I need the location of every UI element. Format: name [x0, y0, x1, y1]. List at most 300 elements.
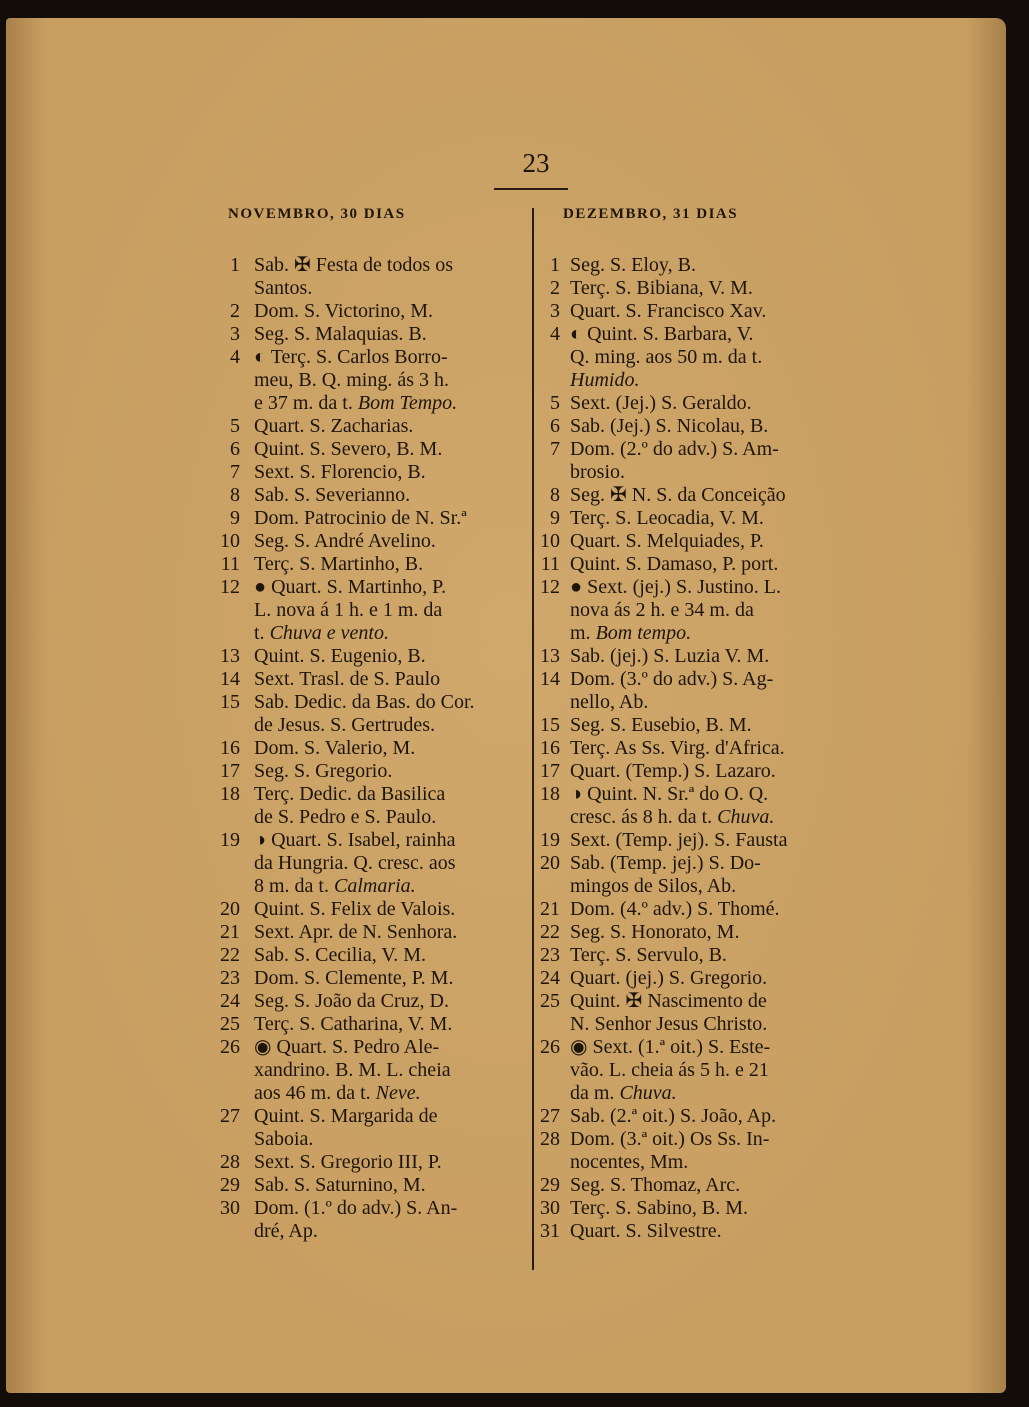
calendar-line [218, 737, 530, 760]
calendar-line [538, 1105, 848, 1128]
weather-forecast: Calmaria. [334, 875, 416, 897]
calendar-line [218, 921, 530, 944]
calendar-line [538, 1151, 848, 1174]
calendar-line [218, 898, 530, 921]
day-entry [570, 392, 752, 415]
day-entry [254, 553, 423, 576]
day-number: 20 [540, 852, 560, 874]
day-entry [570, 622, 691, 645]
entry-text: Sab. S. Cecilia, V. M. [254, 944, 427, 966]
entry-text: ◑ Quart. S. Isabel, rainha [254, 829, 456, 851]
day-entry [254, 783, 445, 806]
calendar-line [218, 1105, 530, 1128]
day-number: 21 [540, 898, 560, 920]
entry-text: cresc. ás 8 h. da t. [570, 806, 713, 828]
calendar-line [538, 438, 848, 461]
weather-forecast: Chuva. [717, 806, 775, 828]
day-entry [254, 1220, 318, 1243]
entry-text: Dom. (4.º adv.) S. Thomé. [570, 898, 780, 920]
day-entry [570, 1151, 688, 1174]
day-entry [254, 484, 410, 507]
entry-text: Dom. (2.º do adv.) S. Am- [570, 438, 779, 460]
calendar-line [218, 967, 530, 990]
day-number: 19 [540, 829, 560, 851]
day-number: 16 [220, 737, 240, 759]
calendar-line [538, 300, 848, 323]
calendar-line [218, 346, 530, 369]
calendar-line [538, 829, 848, 852]
weather-forecast: Humido. [570, 369, 640, 391]
day-number: 7 [550, 438, 560, 460]
day-entry [570, 967, 767, 990]
day-number: 13 [220, 645, 240, 667]
day-number: 31 [540, 1220, 560, 1242]
day-entry [570, 553, 778, 576]
entry-text: Sext. S. Gregorio III, P. [254, 1151, 442, 1173]
entry-text: Sab. S. Severianno. [254, 484, 411, 506]
calendar-line [538, 323, 848, 346]
day-number: 29 [540, 1174, 560, 1196]
day-entry [254, 369, 449, 392]
calendar-line [538, 1174, 848, 1197]
day-entry [570, 1036, 770, 1059]
entry-text: Sext. Apr. de N. Senhora. [254, 921, 458, 943]
calendar-line [538, 944, 848, 967]
calendar-line [538, 622, 848, 645]
day-entry [570, 898, 780, 921]
day-entry [570, 737, 785, 760]
day-entry [254, 300, 433, 323]
day-entry [254, 990, 449, 1013]
entry-text: Dom. S. Valerio, M. [254, 737, 416, 759]
calendar-line [218, 1128, 530, 1151]
calendar-line [218, 1036, 530, 1059]
day-entry [570, 691, 648, 714]
day-number: 17 [540, 760, 560, 782]
day-number: 3 [550, 300, 560, 322]
entry-text: Sab. (Temp. jej.) S. Do- [570, 852, 761, 874]
day-entry [570, 484, 786, 507]
entry-text: dré, Ap. [254, 1220, 318, 1242]
entry-text: Seg. S. Thomaz, Arc. [570, 1174, 741, 1196]
day-entry [254, 461, 426, 484]
day-entry [570, 829, 787, 852]
calendar-line [538, 1013, 848, 1036]
day-number: 11 [540, 553, 560, 575]
calendar-line [218, 783, 530, 806]
day-entry [254, 1036, 439, 1059]
entry-text: Q. ming. aos 50 m. da t. [570, 346, 763, 368]
entry-text: Seg. S. Eloy, B. [570, 254, 696, 276]
entry-text: meu, B. Q. ming. ás 3 h. [254, 369, 449, 391]
day-entry [254, 829, 455, 852]
day-entry [570, 1013, 767, 1036]
entry-text: nocentes, Mm. [570, 1151, 689, 1173]
day-entry [254, 277, 312, 300]
day-number: 23 [220, 967, 240, 989]
entry-text: aos 46 m. da t. [254, 1082, 371, 1104]
entry-text: ◉ Sext. (1.ª oit.) S. Este- [570, 1036, 771, 1058]
day-entry [254, 921, 457, 944]
day-entry [570, 1059, 769, 1082]
entry-text: Terç. S. Servulo, B. [570, 944, 727, 966]
day-entry [254, 1082, 421, 1105]
day-number: 12 [540, 576, 560, 598]
calendar-line [538, 415, 848, 438]
entry-text: da Hungria. Q. cresc. aos [254, 852, 456, 874]
entry-text: Santos. [254, 277, 313, 299]
entry-text: Sab. (Jej.) S. Nicolau, B. [570, 415, 769, 437]
day-number: 26 [540, 1036, 560, 1058]
day-number: 4 [550, 323, 560, 345]
day-entry [254, 392, 457, 415]
day-number: 25 [540, 990, 560, 1012]
entry-text: Quart. (Temp.) S. Lazaro. [570, 760, 776, 782]
day-entry [570, 852, 761, 875]
day-entry [254, 645, 426, 668]
calendar-line [218, 1151, 530, 1174]
day-entry [254, 668, 440, 691]
day-entry [570, 530, 764, 553]
entry-text: brosio. [570, 461, 625, 483]
calendar-line [538, 507, 848, 530]
entry-text: Quint. S. Eugenio, B. [254, 645, 426, 667]
calendar-line [538, 898, 848, 921]
entry-text: t. [254, 622, 265, 644]
calendar-line [218, 461, 530, 484]
entry-text: Seg. S. André Avelino. [254, 530, 436, 552]
entry-text: Quint. S. Damaso, P. port. [570, 553, 779, 575]
day-entry [254, 1128, 313, 1151]
calendar-line [538, 645, 848, 668]
calendar-line [218, 1082, 530, 1105]
day-entry [570, 254, 696, 277]
entry-text: Seg. S. Eusebio, B. M. [570, 714, 752, 736]
calendar-line [538, 1197, 848, 1220]
calendar-line [218, 852, 530, 875]
entry-text: Terç. As Ss. Virg. d'Africa. [570, 737, 785, 759]
day-number: 11 [220, 553, 240, 575]
entry-text: Sab. Dedic. da Bas. do Cor. [254, 691, 475, 713]
day-entry [570, 415, 768, 438]
day-entry [570, 346, 762, 369]
day-entry [570, 1174, 740, 1197]
day-entry [254, 599, 442, 622]
entry-text: nello, Ab. [570, 691, 649, 713]
day-number: 27 [540, 1105, 560, 1127]
entry-text: Dom. Patrocinio de N. Sr.ª [254, 507, 467, 529]
day-entry [254, 944, 426, 967]
calendar-line [218, 323, 530, 346]
entry-text: Terç. S. Leocadia, V. M. [570, 507, 764, 529]
calendar-line [538, 392, 848, 415]
calendar-line [538, 277, 848, 300]
calendar-line [538, 921, 848, 944]
entry-text: Quart. (jej.) S. Gregorio. [570, 967, 768, 989]
day-number: 8 [550, 484, 560, 506]
entry-text: Dom. (3.º do adv.) S. Ag- [570, 668, 774, 690]
day-number: 12 [220, 576, 240, 598]
december-column [538, 254, 848, 1243]
calendar-line [538, 369, 848, 392]
entry-text: Quart. S. Silvestre. [570, 1220, 722, 1242]
entry-text: xandrino. B. M. L. cheia [254, 1059, 451, 1081]
day-number: 14 [220, 668, 240, 690]
calendar-line [218, 392, 530, 415]
calendar-line [538, 461, 848, 484]
entry-text: Sab. (2.ª oit.) S. João, Ap. [570, 1105, 777, 1127]
day-number: 5 [230, 415, 240, 437]
day-entry [254, 1151, 442, 1174]
day-entry [254, 323, 427, 346]
day-number: 16 [540, 737, 560, 759]
entry-text: Sext. S. Florencio, B. [254, 461, 426, 483]
day-number: 28 [220, 1151, 240, 1173]
page-number: 23 [522, 148, 550, 178]
entry-text: Quint. S. Margarida de [254, 1105, 438, 1127]
entry-text: nova ás 2 h. e 34 m. da [570, 599, 754, 621]
day-entry [254, 852, 456, 875]
day-number: 9 [550, 507, 560, 529]
almanac-page [6, 18, 1006, 1393]
calendar-line [218, 415, 530, 438]
entry-text: 8 m. da t. [254, 875, 329, 897]
december-heading: DEZEMBRO, 31 DIAS [563, 206, 739, 222]
entry-text: mingos de Silos, Ab. [570, 875, 737, 897]
calendar-line [218, 829, 530, 852]
calendar-line [538, 990, 848, 1013]
calendar-line [218, 484, 530, 507]
day-entry [254, 1105, 438, 1128]
entry-text: L. nova á 1 h. e 1 m. da [254, 599, 443, 621]
day-entry [570, 599, 754, 622]
day-entry [570, 760, 776, 783]
day-entry [254, 1174, 426, 1197]
day-number: 22 [540, 921, 560, 943]
day-entry [254, 622, 389, 645]
entry-text: Sext. Trasl. de S. Paulo [254, 668, 441, 690]
entry-text: Terç. S. Bibiana, V. M. [570, 277, 753, 299]
day-entry [570, 990, 767, 1013]
day-number: 15 [220, 691, 240, 713]
day-entry [254, 806, 436, 829]
day-number: 9 [230, 507, 240, 529]
day-entry [570, 369, 639, 392]
calendar-line [538, 484, 848, 507]
entry-text: Seg. ✠ N. S. da Conceição [570, 484, 786, 506]
november-heading: NOVEMBRO, 30 DIAS [228, 206, 406, 222]
day-number: 6 [230, 438, 240, 460]
calendar-line [218, 760, 530, 783]
day-number: 19 [220, 829, 240, 851]
day-number: 28 [540, 1128, 560, 1150]
weather-forecast: Bom Tempo. [357, 392, 458, 414]
entry-text: Sab. ✠ Festa de todos os [254, 254, 453, 276]
day-entry [570, 1105, 776, 1128]
day-entry [570, 714, 752, 737]
calendar-line [538, 254, 848, 277]
entry-text: Seg. S. Honorato, M. [570, 921, 740, 943]
day-entry [570, 668, 773, 691]
entry-text: de S. Pedro e S. Paulo. [254, 806, 437, 828]
day-number: 13 [540, 645, 560, 667]
calendar-line [538, 576, 848, 599]
day-entry [254, 1197, 457, 1220]
day-entry [254, 691, 475, 714]
day-entry [254, 438, 442, 461]
calendar-line [218, 1059, 530, 1082]
day-entry [570, 323, 754, 346]
entry-text: Terç. Dedic. da Basilica [254, 783, 446, 805]
day-number: 5 [550, 392, 560, 414]
entry-text: Sab. S. Saturnino, M. [254, 1174, 426, 1196]
day-number: 1 [550, 254, 560, 276]
day-number: 10 [220, 530, 240, 552]
entry-text: Terç. S. Martinho, B. [254, 553, 424, 575]
entry-text: Sext. (Jej.) S. Geraldo. [570, 392, 752, 414]
calendar-line [538, 852, 848, 875]
day-number: 6 [550, 415, 560, 437]
day-number: 17 [220, 760, 240, 782]
day-entry [254, 346, 448, 369]
day-entry [254, 415, 413, 438]
calendar-line [538, 1082, 848, 1105]
day-entry [570, 1220, 722, 1243]
calendar-line [538, 1220, 848, 1243]
weather-forecast: Neve. [375, 1082, 421, 1104]
page-number-rule [494, 188, 568, 190]
calendar-line [538, 1128, 848, 1151]
calendar-line [538, 714, 848, 737]
day-entry [254, 898, 455, 921]
calendar-line [218, 1174, 530, 1197]
day-entry [570, 277, 753, 300]
entry-text: Seg. S. Gregorio. [254, 760, 393, 782]
calendar-line [538, 967, 848, 990]
calendar-line [218, 668, 530, 691]
day-number: 4 [230, 346, 240, 368]
entry-text: ◐ Terç. S. Carlos Borro- [254, 346, 448, 368]
day-entry [254, 576, 446, 599]
entry-text: Terç. S. Catharina, V. M. [254, 1013, 453, 1035]
entry-text: Saboia. [254, 1128, 314, 1150]
day-entry [254, 507, 467, 530]
day-number: 26 [220, 1036, 240, 1058]
calendar-line [218, 1197, 530, 1220]
day-entry [570, 806, 774, 829]
day-number: 20 [220, 898, 240, 920]
calendar-line [538, 875, 848, 898]
calendar-line [218, 990, 530, 1013]
day-number: 14 [540, 668, 560, 690]
day-number: 24 [540, 967, 560, 989]
day-number: 24 [220, 990, 240, 1012]
day-entry [570, 300, 766, 323]
day-entry [570, 1197, 748, 1220]
day-entry [570, 461, 625, 484]
calendar-line [218, 944, 530, 967]
entry-text: m. [570, 622, 591, 644]
calendar-line [218, 714, 530, 737]
day-entry [570, 921, 739, 944]
calendar-line [538, 553, 848, 576]
entry-text: ● Quart. S. Martinho, P. [254, 576, 447, 598]
day-entry [254, 875, 416, 898]
calendar-line [538, 691, 848, 714]
entry-text: N. Senhor Jesus Christo. [570, 1013, 768, 1035]
november-column [218, 254, 530, 1243]
entry-text: e 37 m. da t. [254, 392, 353, 414]
entry-text: Dom. (1.º do adv.) S. An- [254, 1197, 458, 1219]
calendar-line [538, 668, 848, 691]
day-number: 22 [220, 944, 240, 966]
day-number: 2 [550, 277, 560, 299]
day-entry [570, 438, 779, 461]
day-entry [570, 1128, 769, 1151]
entry-text: Quart. S. Zacharias. [254, 415, 414, 437]
calendar-line [218, 553, 530, 576]
entry-text: Seg. S. Malaquias. B. [254, 323, 427, 345]
day-entry [570, 875, 736, 898]
day-number: 29 [220, 1174, 240, 1196]
day-number: 1 [230, 254, 240, 276]
calendar-line [538, 1059, 848, 1082]
day-number: 8 [230, 484, 240, 506]
weather-forecast: Chuva e vento. [269, 622, 389, 644]
weather-forecast: Bom tempo. [595, 622, 692, 644]
calendar-line [218, 277, 530, 300]
calendar-line [218, 691, 530, 714]
day-entry [254, 530, 436, 553]
day-number: 25 [220, 1013, 240, 1035]
column-divider [532, 208, 534, 1270]
calendar-line [218, 254, 530, 277]
entry-text: vão. L. cheia ás 5 h. e 21 [570, 1059, 769, 1081]
day-number: 15 [540, 714, 560, 736]
weather-forecast: Chuva. [619, 1082, 677, 1104]
day-entry [254, 714, 435, 737]
entry-text: Quart. S. Melquiades, P. [570, 530, 764, 552]
calendar-line [538, 760, 848, 783]
entry-text: Dom. S. Clemente, P. M. [254, 967, 454, 989]
calendar-line [218, 645, 530, 668]
day-entry [254, 967, 453, 990]
calendar-line [538, 599, 848, 622]
day-entry [570, 1082, 677, 1105]
day-number: 27 [220, 1105, 240, 1127]
entry-text: da m. [570, 1082, 615, 1104]
day-entry [570, 783, 768, 806]
entry-text: Seg. S. João da Cruz, D. [254, 990, 449, 1012]
entry-text: Dom. (3.ª oit.) Os Ss. In- [570, 1128, 770, 1150]
entry-text: ◉ Quart. S. Pedro Ale- [254, 1036, 440, 1058]
entry-text: Quint. S. Severo, B. M. [254, 438, 443, 460]
calendar-line [218, 369, 530, 392]
day-entry [254, 1059, 451, 1082]
calendar-line [218, 806, 530, 829]
calendar-line [538, 346, 848, 369]
calendar-line [218, 622, 530, 645]
entry-text: ◐ Quint. S. Barbara, V. [570, 323, 754, 345]
calendar-line [218, 300, 530, 323]
calendar-line [538, 1036, 848, 1059]
day-entry [570, 507, 764, 530]
day-entry [254, 1013, 452, 1036]
entry-text: Dom. S. Victorino, M. [254, 300, 433, 322]
day-entry [570, 576, 781, 599]
calendar-line [218, 599, 530, 622]
day-entry [254, 254, 453, 277]
